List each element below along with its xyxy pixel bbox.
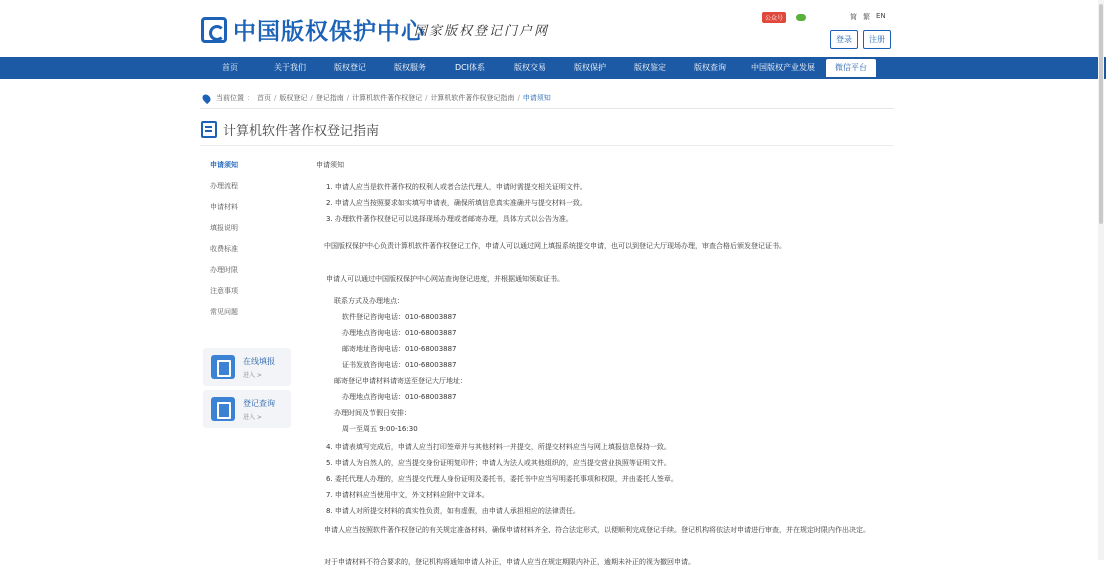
contact-line: 软件登记咨询电话：010-68003887 — [342, 313, 457, 321]
lang-link-traditional[interactable]: 繁 — [863, 13, 870, 21]
sidebar-item-notice[interactable]: 申请须知 — [210, 161, 238, 169]
nav-item-industry[interactable]: 中国版权产业发展 — [751, 63, 815, 72]
breadcrumb-label: 当前位置 — [216, 94, 244, 102]
paragraph: 中国版权保护中心负责计算机软件著作权登记工作，申请人可以通过网上填报系统提交申请，也可以到登记大厅现场办理，审查合格后颁发登记证书。 — [324, 242, 786, 250]
paragraph-line: 1. 申请人应当是软件著作权的权利人或者合法代理人，申请时需提交相关证明文件。 — [326, 183, 587, 191]
paragraph-line: 2. 申请人应当按照要求如实填写申请表，确保所填信息真实准确并与提交材料一致。 — [326, 199, 587, 207]
main-nav — [0, 57, 1106, 79]
breadcrumb-current: 申请须知 — [522, 94, 551, 102]
nav-item-registration[interactable]: 版权登记 — [334, 63, 366, 72]
online-filing-card[interactable] — [203, 348, 291, 386]
card-title: 在线填报 — [243, 356, 275, 366]
contact-line: 办理地点咨询电话：010-68003887 — [342, 329, 457, 337]
sidebar — [210, 158, 238, 326]
social-badges — [762, 12, 806, 23]
paragraph-line: 邮寄登记申请材料请寄送至登记大厅地址： — [334, 377, 467, 385]
sidebar-item-faq[interactable]: 常见问题 — [210, 308, 238, 316]
sidebar-item-fees[interactable]: 收费标准 — [210, 245, 238, 253]
contact-line: 证书发放咨询电话：010-68003887 — [342, 361, 457, 369]
contact-line: 邮寄地址咨询电话：010-68003887 — [342, 345, 457, 353]
paragraph-line: 申请人可以通过中国版权保护中心网站查询登记进度，并根据通知领取证书。 — [326, 275, 564, 283]
sidebar-item-process[interactable]: 办理流程 — [210, 182, 238, 190]
paragraph: 申请人应当按照软件著作权登记的有关规定准备材料，确保申请材料齐全、符合法定形式，以便顺利完成登记手续。登记机构将依法对申请进行审查，并在规定时限内作出决定。 — [324, 526, 870, 534]
sidebar-item-timeline[interactable]: 办理时限 — [210, 266, 238, 274]
paragraph-line: 联系方式及办理地点： — [334, 297, 404, 305]
wechat-icon[interactable] — [796, 14, 806, 21]
document-edit-icon — [201, 121, 217, 138]
page-title: 计算机软件著作权登记指南 — [223, 124, 380, 139]
nav-item-about[interactable]: 关于我们 — [274, 63, 306, 72]
site-slogan: 国家版权登记门户网 — [414, 24, 550, 39]
login-button[interactable]: 登录 — [830, 30, 858, 49]
sidebar-item-notes[interactable]: 注意事项 — [210, 287, 238, 295]
card-link: 进入 > — [243, 371, 262, 379]
card-link: 进入 > — [243, 413, 262, 421]
form-icon — [211, 355, 235, 379]
location-pin-icon — [201, 92, 212, 103]
sidebar-item-materials[interactable]: 申请材料 — [210, 203, 238, 211]
breadcrumb-link[interactable]: 首页 — [257, 94, 271, 102]
language-links — [850, 12, 886, 22]
nav-item-services[interactable]: 版权服务 — [394, 63, 426, 72]
paragraph-line: 8. 申请人对所提交材料的真实性负责，如有虚假，由申请人承担相应的法律责任。 — [326, 507, 580, 515]
nav-item-query[interactable]: 版权查询 — [694, 63, 726, 72]
nav-item-appraisal[interactable]: 版权鉴定 — [634, 63, 666, 72]
nav-item-wechat[interactable]: 微信平台 — [826, 59, 876, 77]
breadcrumb-link[interactable]: 登记指南 — [315, 94, 344, 102]
paragraph-line: 7. 申请材料应当使用中文，外文材料应附中文译本。 — [326, 491, 489, 499]
paragraph-line: 3. 办理软件著作权登记可以选择现场办理或者邮寄办理，具体方式以公告为准。 — [326, 215, 573, 223]
sidebar-item-instructions[interactable]: 填报说明 — [210, 224, 238, 232]
card-title: 登记查询 — [243, 398, 275, 408]
paragraph-line: 4. 申请表填写完成后，申请人应当打印签章并与其他材料一并提交，所提交材料应当与网上填报信息保持一致。 — [326, 443, 671, 451]
lang-link-simplified[interactable]: 简 — [850, 13, 857, 21]
paragraph: 对于申请材料不符合要求的，登记机构将通知申请人补正，申请人应当在规定期限内补正，逾期未补正的视为撤回申请。 — [324, 558, 695, 566]
contact-line: 办理地点咨询电话：010-68003887 — [342, 393, 457, 401]
page-title-row — [201, 120, 379, 139]
breadcrumb: 当前位置 ： 首页 / 版权登记 / 登记指南 / 计算机软件著作权登记 / 计算机软件著作权登记指南 / 申请须知 — [203, 93, 551, 103]
search-document-icon — [211, 397, 235, 421]
nav-item-home[interactable]: 首页 — [222, 63, 238, 72]
nav-item-trade[interactable]: 版权交易 — [514, 63, 546, 72]
breadcrumb-link[interactable]: 计算机软件著作权登记指南 — [430, 94, 515, 102]
site-logo[interactable] — [201, 13, 425, 46]
weibo-badge[interactable]: 公众号 — [762, 12, 786, 23]
breadcrumb-link[interactable]: 计算机软件著作权登记 — [352, 94, 423, 102]
paragraph-line: 5. 申请人为自然人的，应当提交身份证明复印件；申请人为法人或其他组织的，应当提交营业执照等证明文件。 — [326, 459, 671, 467]
auth-buttons — [830, 30, 891, 49]
lang-link-english[interactable]: EN — [876, 12, 886, 20]
divider — [200, 108, 894, 109]
nav-item-dci[interactable]: DCI体系 — [454, 63, 486, 72]
content-heading: 申请须知 — [316, 161, 344, 169]
nav-item-protection[interactable]: 版权保护 — [574, 63, 606, 72]
site-header — [0, 0, 1106, 57]
paragraph-line: 办理时间及节假日安排： — [334, 409, 411, 417]
logo-icon — [201, 17, 227, 43]
paragraph-line: 6. 委托代理人办理的，应当提交代理人身份证明及委托书，委托书中应当写明委托事项和权限，并由委托人签章。 — [326, 475, 678, 483]
scrollbar-thumb[interactable] — [1099, 4, 1103, 224]
logo-text: 中国版权保护中心 — [233, 19, 425, 45]
paragraph-line: 周一至周五 9:00-16:30 — [342, 425, 418, 433]
divider — [200, 145, 894, 146]
registration-query-card[interactable] — [203, 390, 291, 428]
register-button[interactable]: 注册 — [863, 30, 891, 49]
breadcrumb-link[interactable]: 版权登记 — [279, 94, 308, 102]
